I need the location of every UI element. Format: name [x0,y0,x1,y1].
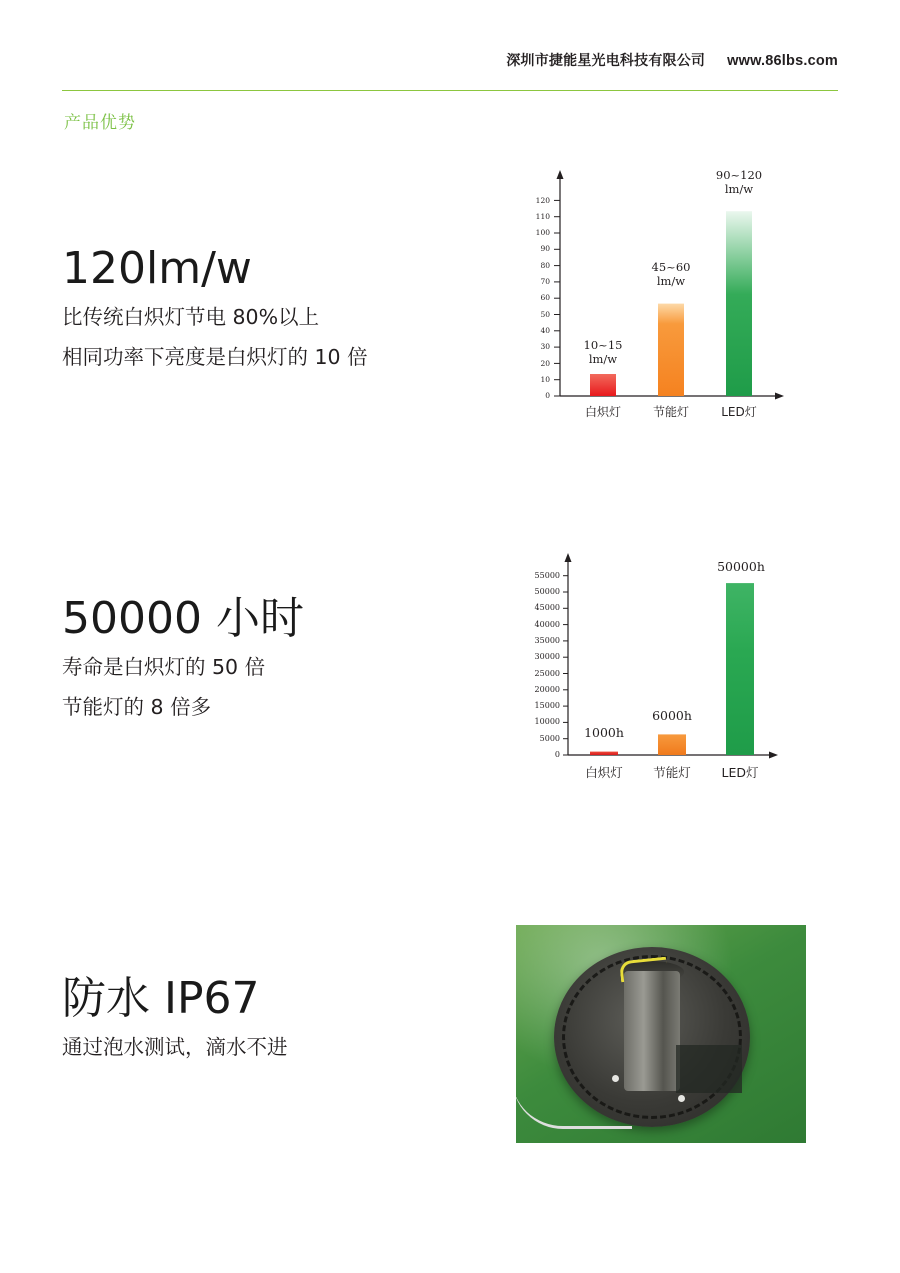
y-tick-label: 70 [540,277,550,286]
bar-cfl [658,304,684,396]
y-tick-label: 120 [535,195,550,205]
y-tick-label: 25000 [534,668,560,678]
feature-heading: 50000 小时 [62,593,304,644]
bar-value-line: lm/w [588,352,618,367]
bar-value-line: 10~15 [583,338,623,352]
chart-axes-2 [516,545,806,785]
bar-value-line: lm/w [656,274,686,289]
y-tick-label: 30 [540,342,550,352]
feature-block-efficiency [62,243,492,378]
bar-value-label-led [704,168,774,197]
bar-value-label-led: 50000h [717,559,765,574]
y-tick-label: 90 [540,244,550,254]
y-tick-label: 50000 [534,587,560,596]
y-tick-label: 0 [545,391,550,400]
chart-axes-1 [516,160,806,420]
feature-block-lifespan [62,593,492,728]
x-category-label: 白炽灯 [585,765,623,780]
bar-cfl [658,734,686,755]
y-tick-label: 20000 [534,684,560,694]
feature-line: 节能灯的 8 倍多 [62,695,212,720]
y-tick-label: 50 [540,309,550,319]
feature-line: 通过泡水测试，滴水不进 [62,1035,288,1060]
y-tick-label: 100 [535,228,550,238]
waterproof-test-photo [516,925,806,1143]
y-tick-label: 40 [540,325,550,335]
y-tick-label: 0 [554,750,560,759]
bar-led [726,211,752,396]
y-tick-label: 45000 [534,603,560,613]
feature-heading: 防水 IP67 [62,973,260,1024]
x-category-label: LED灯 [721,765,759,780]
feature-description [62,648,492,728]
page-header [0,0,900,90]
y-tick-label: 80 [540,260,550,270]
y-tick-label: 30000 [534,652,560,662]
x-category-label: 节能灯 [653,765,691,780]
bar-value-line: 90~120 [715,168,763,182]
bar-value-label-cfl: 6000h [652,708,692,723]
feature-block-waterproof [62,973,492,1068]
bar-incandescent [590,752,618,755]
header-divider [62,90,838,91]
x-category-label: 白炽灯 [584,405,621,419]
x-category-label: 节能灯 [652,405,689,419]
header-text [506,50,838,70]
bar-value-line: lm/w [724,182,754,197]
y-tick-label: 5000 [539,733,560,743]
chart-luminous-efficacy [516,160,806,420]
bar-led [726,583,754,755]
y-tick-label: 60 [540,293,550,303]
feature-heading: 120lm/w [62,243,252,294]
feature-description [62,1028,492,1068]
y-tick-label: 10000 [534,717,560,727]
y-tick-label: 55000 [534,570,560,580]
company-name: 深圳市捷能星光电科技有限公司 [506,53,706,69]
y-tick-label: 15000 [534,701,560,711]
section-title: 产品优势 [64,113,136,133]
chart-lifespan [516,545,806,785]
feature-line: 寿命是白炽灯的 50 倍 [62,655,266,680]
bar-value-label-incandescent: 1000h [584,725,624,740]
bar-value-label-incandescent [568,338,638,367]
feature-line: 比传统白炽灯节电 80%以上 [62,305,320,330]
y-tick-label: 35000 [534,635,560,645]
photo-screw-dot [612,1075,619,1082]
feature-description [62,298,492,378]
bar-value-label-cfl [636,260,706,289]
y-tick-label: 10 [540,375,550,384]
website-url: www.86lbs.com [727,53,838,69]
y-tick-label: 20 [540,358,550,368]
photo-screw-dot [678,1095,685,1102]
feature-line: 相同功率下亮度是白炽灯的 10 倍 [62,345,368,370]
bar-value-line: 45~60 [651,260,691,274]
photo-lamp-body [624,971,680,1091]
x-category-label: LED灯 [721,405,757,419]
bar-incandescent [590,374,616,396]
y-tick-label: 40000 [534,619,560,629]
photo-dark-plate [676,1045,742,1093]
y-tick-label: 110 [535,211,550,221]
